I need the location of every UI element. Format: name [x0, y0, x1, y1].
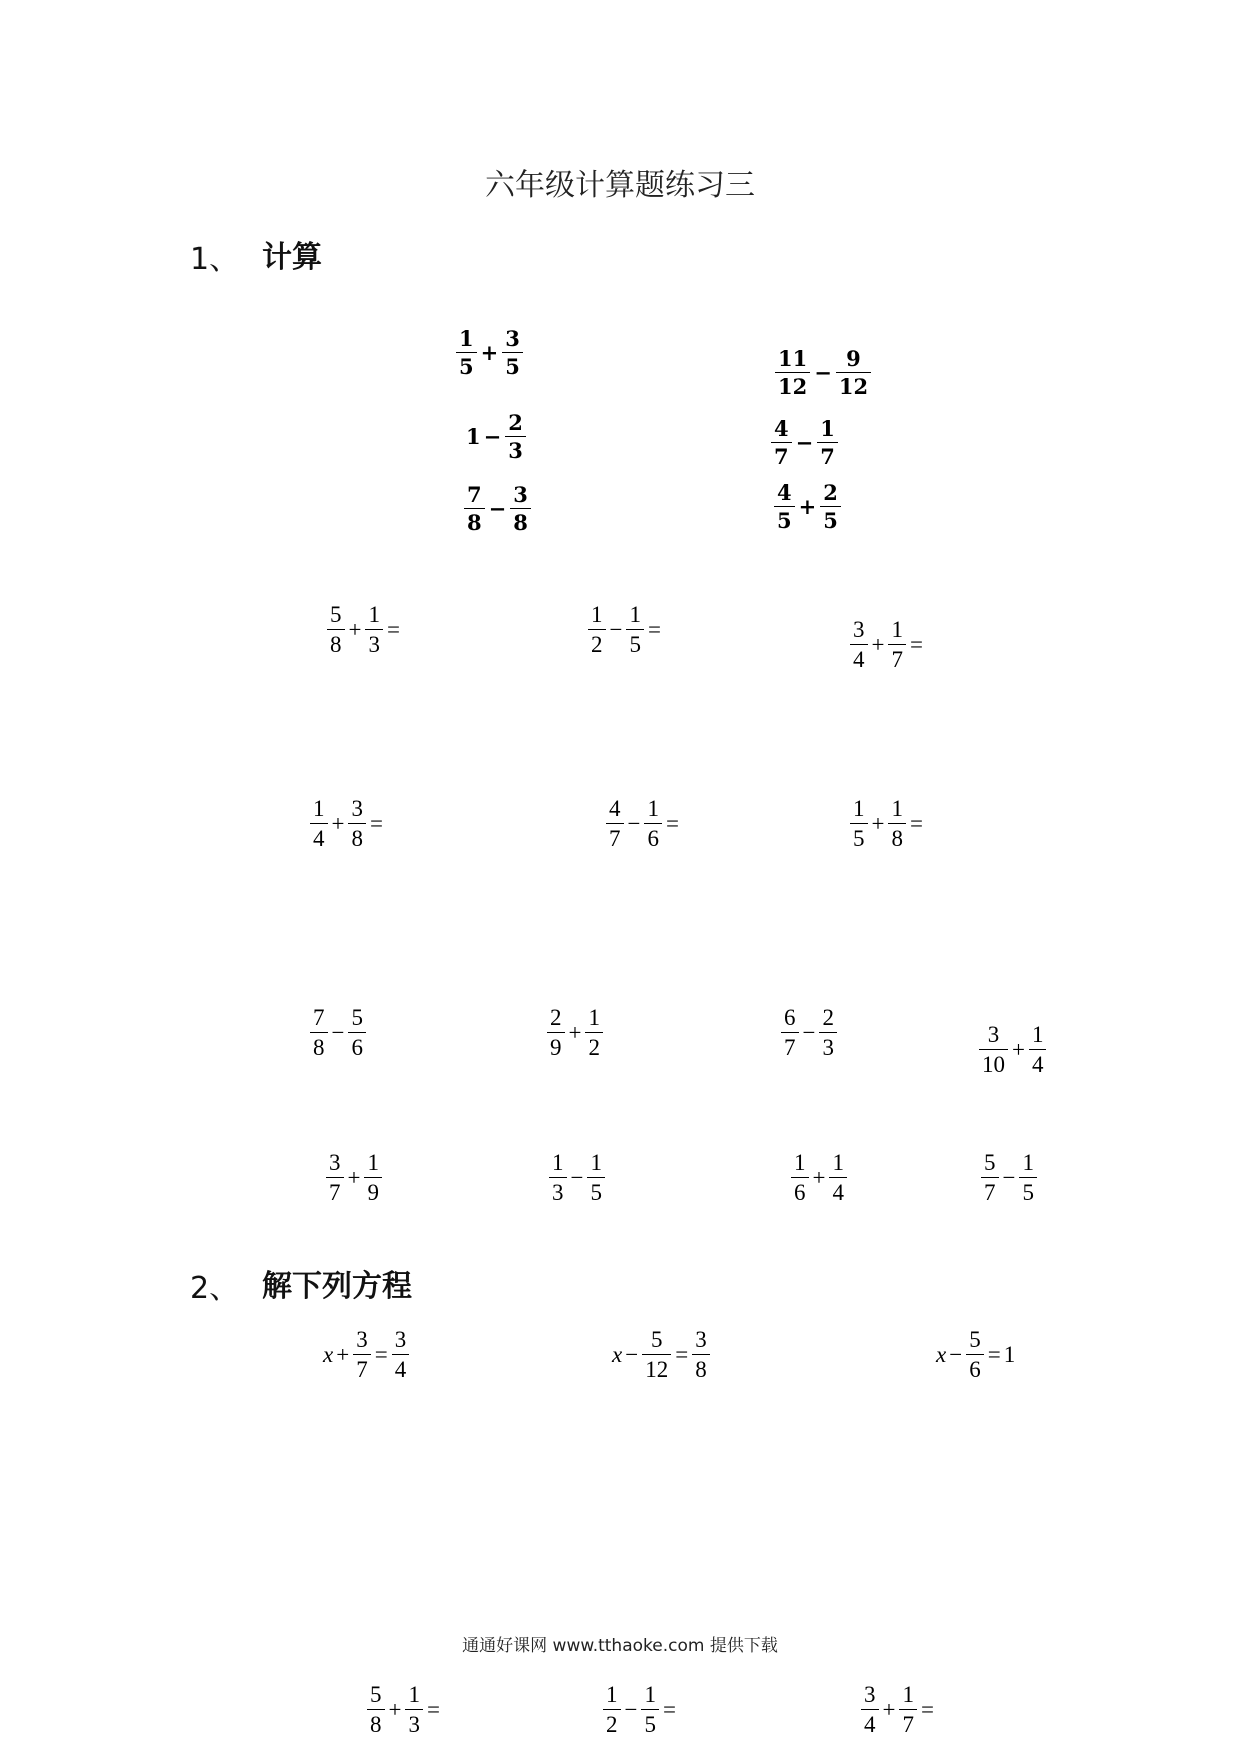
denominator: 5	[850, 823, 868, 850]
expression	[980, 1151, 1038, 1204]
variable: x	[612, 1342, 623, 1367]
numerator: 11	[778, 346, 808, 371]
equals-sign: =	[386, 617, 400, 642]
equals-sign: =	[662, 1697, 676, 1722]
fraction	[327, 603, 345, 656]
expression	[309, 797, 386, 850]
numerator: 1	[408, 1682, 420, 1707]
denominator: 8	[367, 1709, 385, 1736]
expression	[770, 418, 839, 467]
denominator: 7	[899, 1709, 917, 1736]
numerator: 5	[330, 602, 342, 627]
operator: −	[483, 424, 502, 449]
operator: +	[348, 617, 362, 642]
operator: −	[609, 617, 623, 642]
denominator: 2	[585, 1032, 603, 1059]
operator: −	[814, 360, 832, 385]
denominator: 12	[775, 372, 810, 397]
denominator: 7	[606, 823, 624, 850]
numerator: 5	[370, 1682, 382, 1707]
numerator: 1	[1022, 1150, 1034, 1175]
operator: +	[568, 1020, 582, 1045]
denominator: 4	[392, 1354, 410, 1381]
denominator: 8	[888, 823, 906, 850]
fraction	[587, 1151, 605, 1204]
numerator: 1	[902, 1682, 914, 1707]
expression	[325, 1151, 383, 1204]
denominator: 4	[829, 1177, 847, 1204]
numerator: 3	[329, 1150, 341, 1175]
operator: +	[1012, 1037, 1025, 1062]
operator: −	[331, 1020, 345, 1045]
fraction	[367, 1683, 385, 1736]
fraction	[588, 603, 606, 656]
section-1-number: 1、	[190, 242, 240, 277]
numerator: 1	[832, 1150, 844, 1175]
numerator: 4	[774, 416, 789, 441]
fraction	[829, 1151, 847, 1204]
page-title: 六年级计算题练习三	[485, 168, 755, 203]
numerator: 3	[864, 1682, 876, 1707]
expression	[463, 484, 532, 533]
numerator: 3	[987, 1022, 1000, 1047]
fraction	[850, 797, 868, 850]
result-value: 1	[1003, 1342, 1016, 1367]
numerator: 7	[467, 482, 482, 507]
expression	[309, 1006, 367, 1059]
expression	[774, 348, 872, 397]
fraction	[817, 418, 838, 467]
section-2-title: 解下列方程	[262, 1269, 412, 1304]
fraction	[549, 1151, 567, 1204]
fraction	[392, 1328, 410, 1381]
numerator: 1	[606, 1682, 618, 1707]
denominator: 7	[781, 1032, 799, 1059]
expression	[780, 1006, 838, 1059]
denominator: 3	[819, 1032, 837, 1059]
denominator: 5	[456, 352, 477, 377]
equation	[936, 1328, 1015, 1381]
expression	[546, 1006, 604, 1059]
fraction	[585, 1006, 603, 1059]
fraction	[641, 1683, 659, 1736]
equals-sign: =	[909, 811, 923, 836]
denominator: 2	[603, 1709, 621, 1736]
numerator: 1	[629, 602, 641, 627]
fraction	[606, 797, 624, 850]
numerator: 5	[969, 1327, 981, 1352]
fraction	[464, 484, 485, 533]
operator: +	[336, 1342, 350, 1367]
operator: +	[388, 1697, 402, 1722]
fraction	[888, 618, 906, 671]
section-2-number: 2、	[190, 1271, 240, 1306]
fraction	[966, 1328, 984, 1381]
numerator: 1	[313, 796, 325, 821]
numerator: 1	[891, 617, 903, 642]
denominator: 7	[771, 442, 792, 467]
denominator: 6	[966, 1354, 984, 1381]
denominator: 4	[1029, 1049, 1047, 1076]
numerator: 3	[853, 617, 865, 642]
operator: −	[795, 430, 814, 455]
denominator: 8	[310, 1032, 328, 1059]
denominator: 12	[836, 372, 871, 397]
expression	[548, 1151, 606, 1204]
numerator: 1	[588, 1005, 600, 1030]
operator: +	[798, 494, 817, 519]
numerator: 1	[891, 796, 903, 821]
denominator: 8	[348, 823, 366, 850]
denominator: 2	[588, 629, 606, 656]
denominator: 3	[549, 1177, 567, 1204]
numerator: 4	[609, 796, 621, 821]
denominator: 8	[692, 1354, 710, 1381]
fraction	[326, 1151, 344, 1204]
expression	[849, 797, 926, 850]
fraction	[353, 1328, 371, 1381]
denominator: 3	[405, 1709, 423, 1736]
operator: −	[488, 496, 507, 521]
section-1-title: 计算	[262, 240, 322, 275]
fraction	[505, 412, 526, 461]
numerator: 1	[794, 1150, 806, 1175]
expression	[587, 603, 664, 656]
numerator: 3	[356, 1327, 368, 1352]
operator: +	[882, 1697, 896, 1722]
numerator: 4	[777, 480, 792, 505]
variable: x	[323, 1342, 334, 1367]
whole-number: 1	[466, 424, 481, 449]
operator: −	[570, 1165, 584, 1190]
operator: +	[871, 811, 885, 836]
denominator: 10	[979, 1049, 1008, 1076]
equals-sign: =	[665, 811, 679, 836]
expression	[773, 482, 842, 531]
operator: −	[627, 811, 641, 836]
variable: x	[936, 1342, 947, 1367]
denominator: 5	[1019, 1177, 1037, 1204]
equals-sign: =	[369, 811, 383, 836]
fraction	[456, 328, 477, 377]
fraction	[365, 603, 383, 656]
denominator: 5	[587, 1177, 605, 1204]
numerator: 9	[846, 346, 861, 371]
equals-sign: =	[374, 1342, 388, 1367]
equals-sign: =	[647, 617, 661, 642]
expression	[978, 1023, 1047, 1076]
fraction	[405, 1683, 423, 1736]
fraction	[819, 1006, 837, 1059]
fraction	[771, 418, 792, 467]
fraction	[861, 1683, 879, 1736]
operator: +	[480, 340, 499, 365]
fraction	[899, 1683, 917, 1736]
operator: +	[347, 1165, 361, 1190]
numerator: 1	[853, 796, 865, 821]
denominator: 4	[861, 1709, 879, 1736]
fraction	[791, 1151, 809, 1204]
fraction	[781, 1006, 799, 1059]
denominator: 7	[888, 644, 906, 671]
equals-sign: =	[987, 1342, 1001, 1367]
fraction	[981, 1151, 999, 1204]
equals-sign: =	[920, 1697, 934, 1722]
expression	[326, 603, 403, 656]
operator: +	[331, 811, 345, 836]
fraction	[836, 348, 871, 397]
numerator: 1	[1031, 1022, 1044, 1047]
denominator: 12	[642, 1354, 671, 1381]
operator: −	[802, 1020, 816, 1045]
numerator: 1	[644, 1682, 656, 1707]
fraction	[1019, 1151, 1037, 1204]
fraction	[775, 348, 810, 397]
fraction	[850, 618, 868, 671]
operator: −	[1002, 1165, 1016, 1190]
denominator: 3	[505, 436, 526, 461]
numerator: 5	[351, 1005, 363, 1030]
expression	[605, 797, 682, 850]
numerator: 3	[695, 1327, 707, 1352]
footer-note: 通通好课网 www.tthaoke.com 提供下载	[462, 1636, 778, 1656]
fraction	[774, 482, 795, 531]
denominator: 7	[353, 1354, 371, 1381]
numerator: 3	[513, 482, 528, 507]
fraction	[692, 1328, 710, 1381]
numerator: 3	[351, 796, 363, 821]
denominator: 7	[817, 442, 838, 467]
operator: +	[812, 1165, 826, 1190]
equals-sign: =	[675, 1342, 689, 1367]
operator: −	[625, 1342, 639, 1367]
numerator: 6	[784, 1005, 796, 1030]
numerator: 1	[459, 326, 474, 351]
fraction	[1029, 1023, 1047, 1076]
operator: −	[949, 1342, 963, 1367]
numerator: 1	[367, 1150, 379, 1175]
denominator: 6	[791, 1177, 809, 1204]
numerator: 1	[820, 416, 835, 441]
expression	[860, 1683, 937, 1736]
fraction	[603, 1683, 621, 1736]
numerator: 7	[313, 1005, 325, 1030]
fraction	[502, 328, 523, 377]
expression	[455, 328, 524, 377]
numerator: 2	[550, 1005, 562, 1030]
fraction	[820, 482, 841, 531]
fraction	[888, 797, 906, 850]
expression	[849, 618, 926, 671]
numerator: 2	[823, 480, 838, 505]
denominator: 8	[327, 629, 345, 656]
denominator: 5	[820, 506, 841, 531]
denominator: 5	[641, 1709, 659, 1736]
fraction	[510, 484, 531, 533]
denominator: 8	[510, 508, 531, 533]
fraction	[348, 1006, 366, 1059]
equals-sign: =	[426, 1697, 440, 1722]
denominator: 3	[365, 629, 383, 656]
denominator: 5	[626, 629, 644, 656]
expression	[366, 1683, 443, 1736]
fraction	[642, 1328, 671, 1381]
operator: +	[871, 632, 885, 657]
numerator: 5	[650, 1327, 663, 1352]
fraction	[547, 1006, 565, 1059]
expression	[602, 1683, 679, 1736]
denominator: 7	[326, 1177, 344, 1204]
denominator: 7	[981, 1177, 999, 1204]
numerator: 1	[552, 1150, 564, 1175]
numerator: 1	[590, 1150, 602, 1175]
denominator: 9	[547, 1032, 565, 1059]
denominator: 4	[310, 823, 328, 850]
numerator: 1	[591, 602, 603, 627]
numerator: 3	[505, 326, 520, 351]
denominator: 6	[348, 1032, 366, 1059]
fraction	[979, 1023, 1008, 1076]
fraction	[626, 603, 644, 656]
expression	[466, 412, 527, 461]
denominator: 5	[774, 506, 795, 531]
fraction	[310, 1006, 328, 1059]
fraction	[348, 797, 366, 850]
fraction	[644, 797, 662, 850]
expression	[790, 1151, 848, 1204]
denominator: 6	[644, 823, 662, 850]
denominator: 4	[850, 644, 868, 671]
numerator: 5	[984, 1150, 996, 1175]
equation	[612, 1328, 711, 1381]
numerator: 1	[368, 602, 380, 627]
denominator: 5	[502, 352, 523, 377]
operator: −	[624, 1697, 638, 1722]
numerator: 1	[647, 796, 659, 821]
denominator: 8	[464, 508, 485, 533]
equals-sign: =	[909, 632, 923, 657]
equation	[323, 1328, 410, 1381]
numerator: 2	[508, 410, 523, 435]
fraction	[310, 797, 328, 850]
fraction	[364, 1151, 382, 1204]
numerator: 3	[394, 1327, 407, 1352]
denominator: 9	[364, 1177, 382, 1204]
numerator: 2	[822, 1005, 834, 1030]
